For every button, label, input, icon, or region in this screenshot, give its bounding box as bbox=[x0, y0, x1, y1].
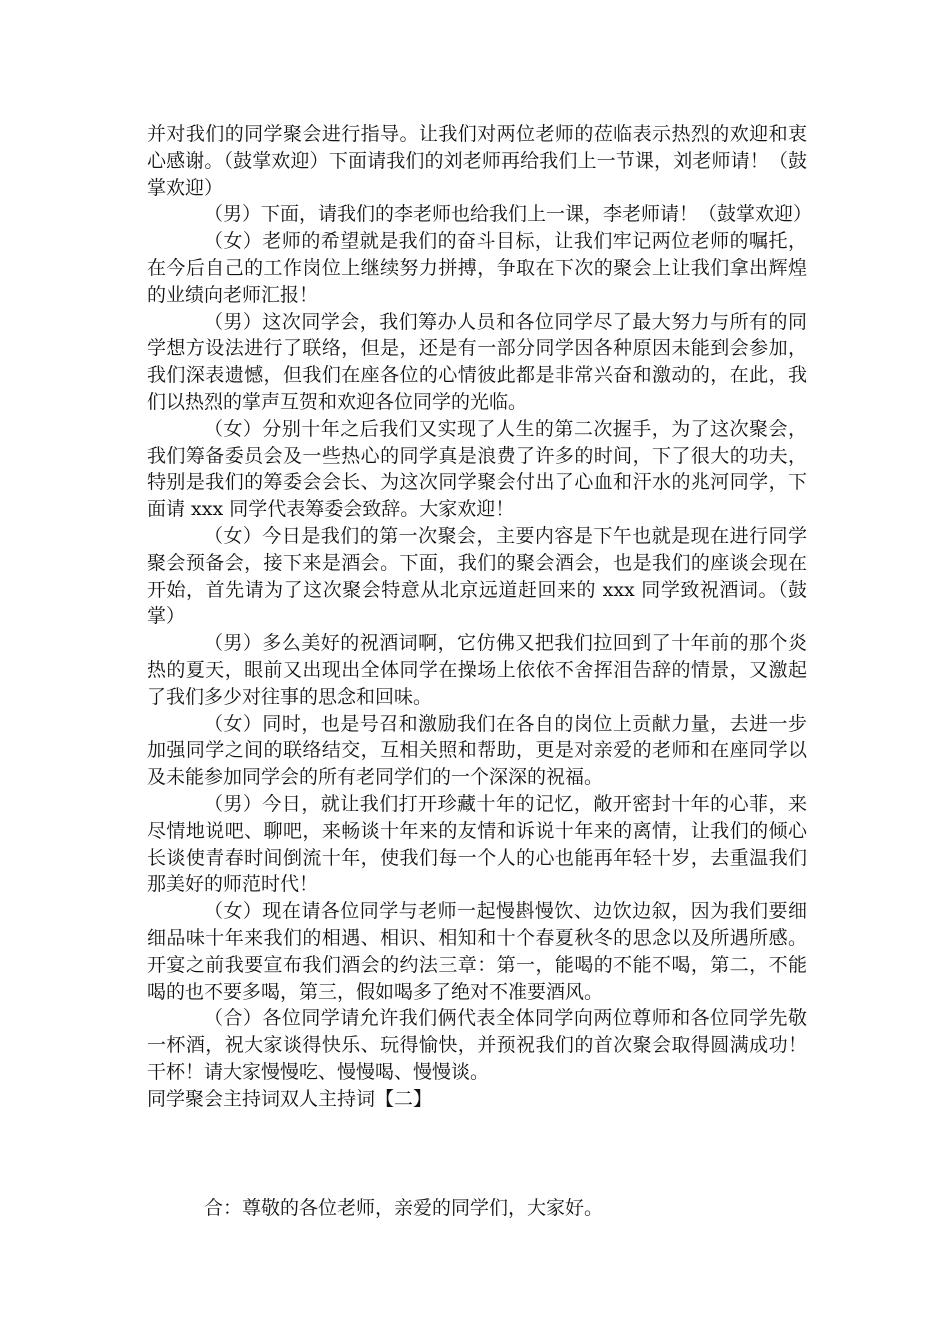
paragraph-3: （女）老师的希望就是我们的奋斗目标，让我们牢记两位老师的嘱托，在今后自己的工作岗位上继续努力拼搏，争取在下次的聚会上让我们拿出辉煌的业绩向老师汇报！ bbox=[147, 230, 807, 306]
paragraph-4: （男）这次同学会，我们筹办人员和各位同学尽了最大努力与所有的同学想方设法进行了联络，但是，还是有一部分同学因各种原因未能到会参加，我们深表遗憾，但我们在座各位的心情彼此都是非常兴奋和激动的，在此，我们以热烈的掌声互贺和欢迎各位同学的光临。 bbox=[147, 310, 807, 413]
paragraph-10: （女）现在请各位同学与老师一起慢斟慢饮、边饮边叙，因为我们要细细品味十年来我们的相遇、相识、相知和十个春夏秋冬的思念以及所遇所感。开宴之前我要宣布我们酒会的约法三章：第一，能喝的不能不喝，第二，不能喝的也不要多喝，第三，假如喝多了绝对不准要酒风。 bbox=[147, 900, 807, 1003]
paragraph-7: （男）多么美好的祝酒词啊，它仿佛又把我们拉回到了十年前的那个炎热的夏天，眼前又出现出全体同学在操场上依依不舍挥泪告辞的情景，又激起了我们多少对往事的思念和回味。 bbox=[147, 632, 807, 708]
paragraph-5: （女）分别十年之后我们又实现了人生的第二次握手，为了这次聚会，我们筹备委员会及一些热心的同学真是浪费了许多的时间，下了很大的功夫，特别是我们的筹委会会长、为这次同学聚会付出了心血和汗水的兆河同学，下面请 xxx 同学代表筹委会致辞。大家欢迎！ bbox=[147, 417, 807, 521]
paragraph-9: （男）今日，就让我们打开珍藏十年的记忆，敞开密封十年的心菲，来尽情地说吧、聊吧，来畅谈十年来的友情和诉说十年来的离情，让我们的倾心长谈使青春时间倒流十年，使我们每一个人的心也能再年轻十岁，去重温我们那美好的师范时代！ bbox=[147, 792, 807, 896]
closing-line: 合：尊敬的各位老师，亲爱的同学们，大家好。 bbox=[204, 1197, 604, 1219]
paragraph-6: （女）今日是我们的第一次聚会，主要内容是下午也就是现在进行同学聚会预备会，接下来是酒会。下面，我们的聚会酒会，也是我们的座谈会现在开始，首先请为了这次聚会特意从北京远道赶回来的 xxx 同学致祝酒词。（鼓掌） bbox=[147, 524, 807, 628]
paragraph-8: （女）同时，也是号召和激励我们在各自的岗位上贡献力量，去进一步加强同学之间的联络结交，互相关照和帮助，更是对亲爱的老师和在座同学以及未能参加同学会的所有老同学们的一个深深的祝福。 bbox=[147, 712, 807, 789]
section-heading: 同学聚会主持词双人主持词【二】 bbox=[147, 1087, 433, 1110]
document-body bbox=[147, 121, 813, 1112]
paragraph-11: （合）各位同学请允许我们俩代表全体同学向两位尊师和各位同学先敬一杯酒，祝大家谈得快乐、玩得愉快，并预祝我们的首次聚会取得圆满成功！干杯！请大家慢慢吃、慢慢喝、慢慢谈。 bbox=[147, 1007, 807, 1083]
paragraph-2: （男）下面，请我们的李老师也给我们上一课，李老师请！（鼓掌欢迎） bbox=[204, 203, 813, 226]
paragraph-1: 并对我们的同学聚会进行指导。让我们对两位老师的莅临表示热烈的欢迎和衷心感谢。（鼓掌欢迎）下面请我们的刘老师再给我们上一节课，刘老师请！（鼓掌欢迎） bbox=[147, 123, 807, 199]
